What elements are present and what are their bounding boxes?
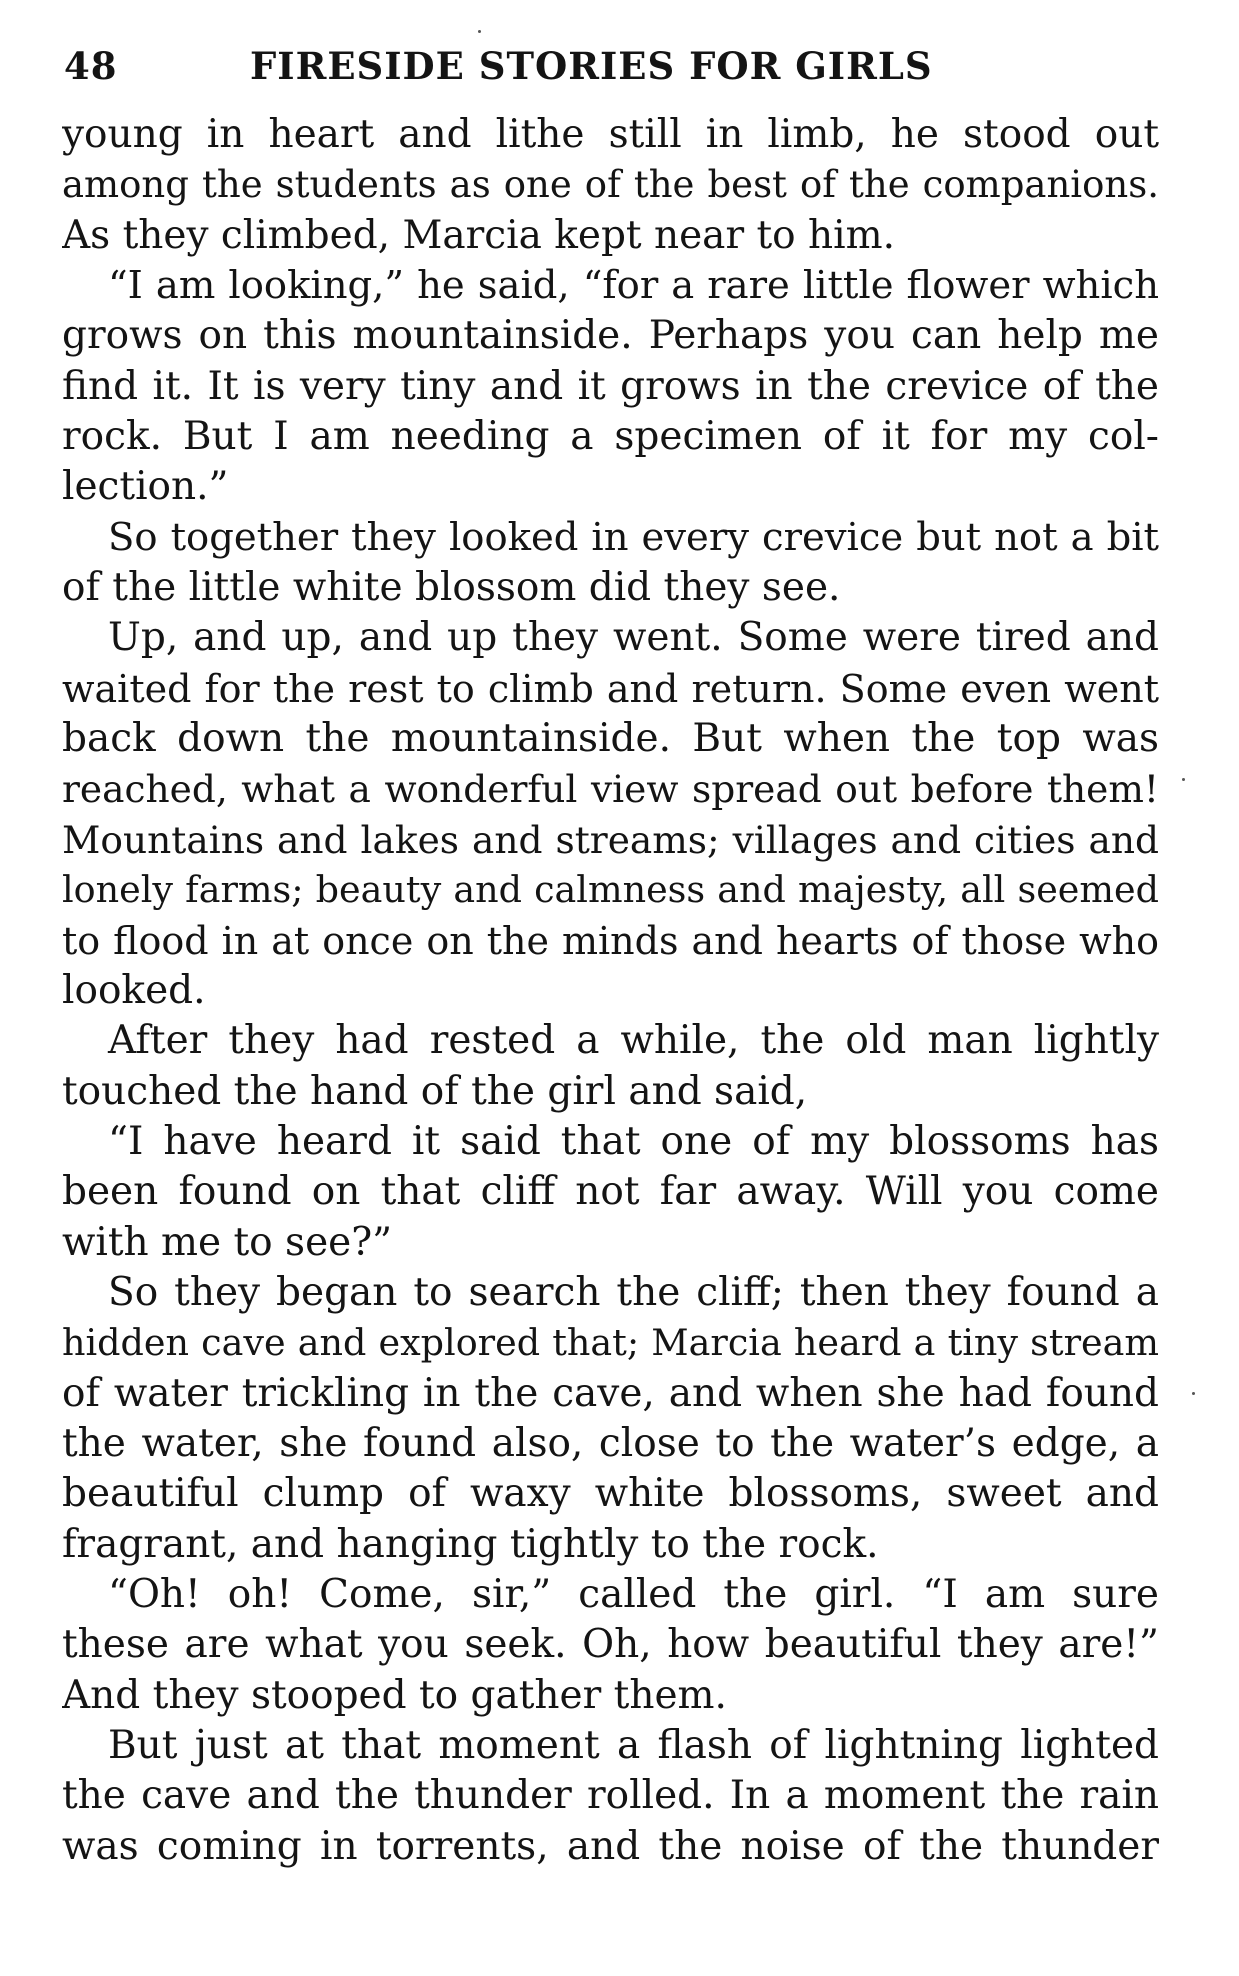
- scan-speck: [478, 30, 481, 33]
- text-line: looked.: [62, 967, 206, 1013]
- text-line: But just at that moment a flash of lightning lighted: [108, 1723, 1159, 1768]
- text-line: “I am looking,” he said, “for a rare little flower which: [108, 263, 1159, 309]
- text-line: rock. But I am needing a specimen of it for my col-: [62, 414, 1159, 460]
- text-line: been found on that cliff not far away. Will you come: [62, 1169, 1159, 1215]
- text-line: was coming in torrents, and the noise of the thunder: [62, 1823, 1159, 1869]
- text-line: these are what you seek. Oh, how beautiful they are!”: [62, 1622, 1159, 1668]
- text-line: And they stooped to gather them.: [62, 1672, 727, 1718]
- text-line: reached, what a wonderful view spread out before them!: [62, 767, 1159, 812]
- running-title: FIRESIDE STORIES FOR GIRLS: [250, 44, 933, 88]
- page-number: 48: [64, 44, 118, 88]
- body-text: [62, 110, 1159, 1872]
- text-line: After they had rested a while, the old man lightly: [108, 1018, 1159, 1064]
- text-line: to flood in at once on the minds and hearts of those who: [62, 918, 1159, 963]
- text-line: lection.”: [62, 464, 229, 510]
- text-line: fragrant, and hanging tightly to the rock.: [62, 1521, 879, 1567]
- text-line: find it. It is very tiny and it grows in the crevice of the: [62, 363, 1159, 409]
- text-line: beautiful clump of waxy white blossoms, sweet and: [62, 1471, 1159, 1517]
- text-line: Up, and up, and up they went. Some were tired and: [108, 615, 1159, 661]
- text-line: of the little white blossom did they see.: [62, 565, 841, 611]
- running-header: [64, 40, 1159, 92]
- text-line: “I have heard it said that one of my blossoms has: [108, 1118, 1159, 1164]
- text-line: So they began to search the cliff; then they found a: [108, 1269, 1159, 1315]
- text-line: “Oh! oh! Come, sir,” called the girl. “I am sure: [108, 1571, 1159, 1617]
- text-line: As they climbed, Marcia kept near to him.: [62, 212, 895, 258]
- text-line: grows on this mountainside. Perhaps you can help me: [62, 313, 1159, 359]
- scan-speck: [1182, 778, 1185, 781]
- text-line: So together they looked in every crevice but not a bit: [108, 514, 1159, 560]
- text-line: the water, she found also, close to the water’s edge, a: [62, 1420, 1159, 1466]
- text-line: touched the hand of the girl and said,: [62, 1068, 808, 1114]
- text-line: back down the mountainside. But when the top was: [62, 716, 1159, 762]
- text-line: hidden cave and explored that; Marcia heard a tiny stream: [62, 1321, 1159, 1365]
- text-line: with me to see?”: [62, 1219, 393, 1265]
- text-line: Mountains and lakes and streams; villages and cities and: [62, 817, 1159, 862]
- text-line: lonely farms; beauty and calmness and majesty, all seemed: [62, 868, 1159, 912]
- text-line: of water trickling in the cave, and when she had found: [62, 1370, 1159, 1416]
- text-line: among the students as one of the best of the companions.: [62, 163, 1159, 207]
- text-line: waited for the rest to climb and return. Some even went: [62, 666, 1159, 711]
- scan-speck: [1192, 1392, 1195, 1395]
- text-line: the cave and the thunder rolled. In a moment the rain: [62, 1773, 1159, 1819]
- text-line: young in heart and lithe still in limb, he stood out: [62, 112, 1159, 157]
